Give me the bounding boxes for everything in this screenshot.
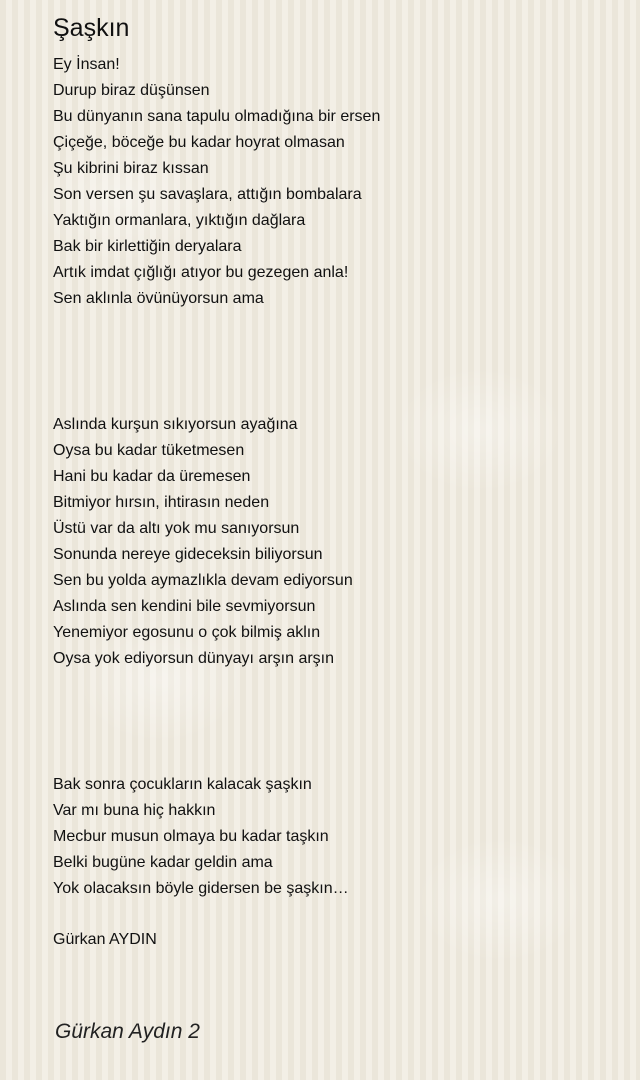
poem-line: Yaktığın ormanlara, yıktığın dağlara bbox=[53, 212, 306, 229]
poem-line: Yenemiyor egosunu o çok bilmiş aklın bbox=[53, 624, 321, 641]
poem-line: Bitmiyor hırsın, ihtirasın neden bbox=[53, 494, 270, 511]
poem-line: Ey İnsan! bbox=[53, 56, 120, 73]
poem-line: Durup biraz düşünsen bbox=[53, 82, 210, 99]
poem-line: Oysa yok ediyorsun dünyayı arşın arşın bbox=[53, 650, 335, 667]
poem-line: Üstü var da altı yok mu sanıyorsun bbox=[53, 520, 300, 537]
poem-line: Mecbur musun olmaya bu kadar taşkın bbox=[53, 828, 329, 845]
poem-line: Çiçeğe, böceğe bu kadar hoyrat olmasan bbox=[53, 134, 345, 151]
poem-line: Artık imdat çığlığı atıyor bu gezegen anla! bbox=[53, 264, 349, 281]
poem-author: Gürkan AYDIN bbox=[53, 931, 157, 948]
poem-line: Aslında kurşun sıkıyorsun ayağına bbox=[53, 416, 298, 433]
poem-line: Sonunda nereye gideceksin biliyorsun bbox=[53, 546, 323, 563]
poem-line: Aslında sen kendini bile sevmiyorsun bbox=[53, 598, 316, 615]
poem-line: Şu kibrini biraz kıssan bbox=[53, 160, 209, 177]
poem-line: Belki bugüne kadar geldin ama bbox=[53, 854, 273, 871]
poem-line: Hani bu kadar da üremesen bbox=[53, 468, 251, 485]
poem-line: Son versen şu savaşlara, attığın bombalara bbox=[53, 186, 362, 203]
stanza-2 bbox=[53, 412, 613, 672]
poem-line: Var mı buna hiç hakkın bbox=[53, 802, 216, 819]
poem-line: Sen bu yolda aymazlıkla devam ediyorsun bbox=[53, 572, 353, 589]
author-signature: Gürkan Aydın 2 bbox=[55, 1020, 200, 1043]
poem-line: Sen aklınla övünüyorsun ama bbox=[53, 290, 264, 307]
poem-line: Bak bir kirlettiğin deryalara bbox=[53, 238, 242, 255]
poem-title: Şaşkın bbox=[53, 14, 130, 42]
stanza-1 bbox=[53, 52, 613, 312]
stanza-3 bbox=[53, 772, 613, 902]
poem-line: Oysa bu kadar tüketmesen bbox=[53, 442, 245, 459]
poem-line: Bak sonra çocukların kalacak şaşkın bbox=[53, 776, 312, 793]
poem-line: Bu dünyanın sana tapulu olmadığına bir ersen bbox=[53, 108, 381, 125]
poem-body bbox=[53, 52, 613, 902]
poem-line: Yok olacaksın böyle gidersen be şaşkın… bbox=[53, 880, 349, 897]
